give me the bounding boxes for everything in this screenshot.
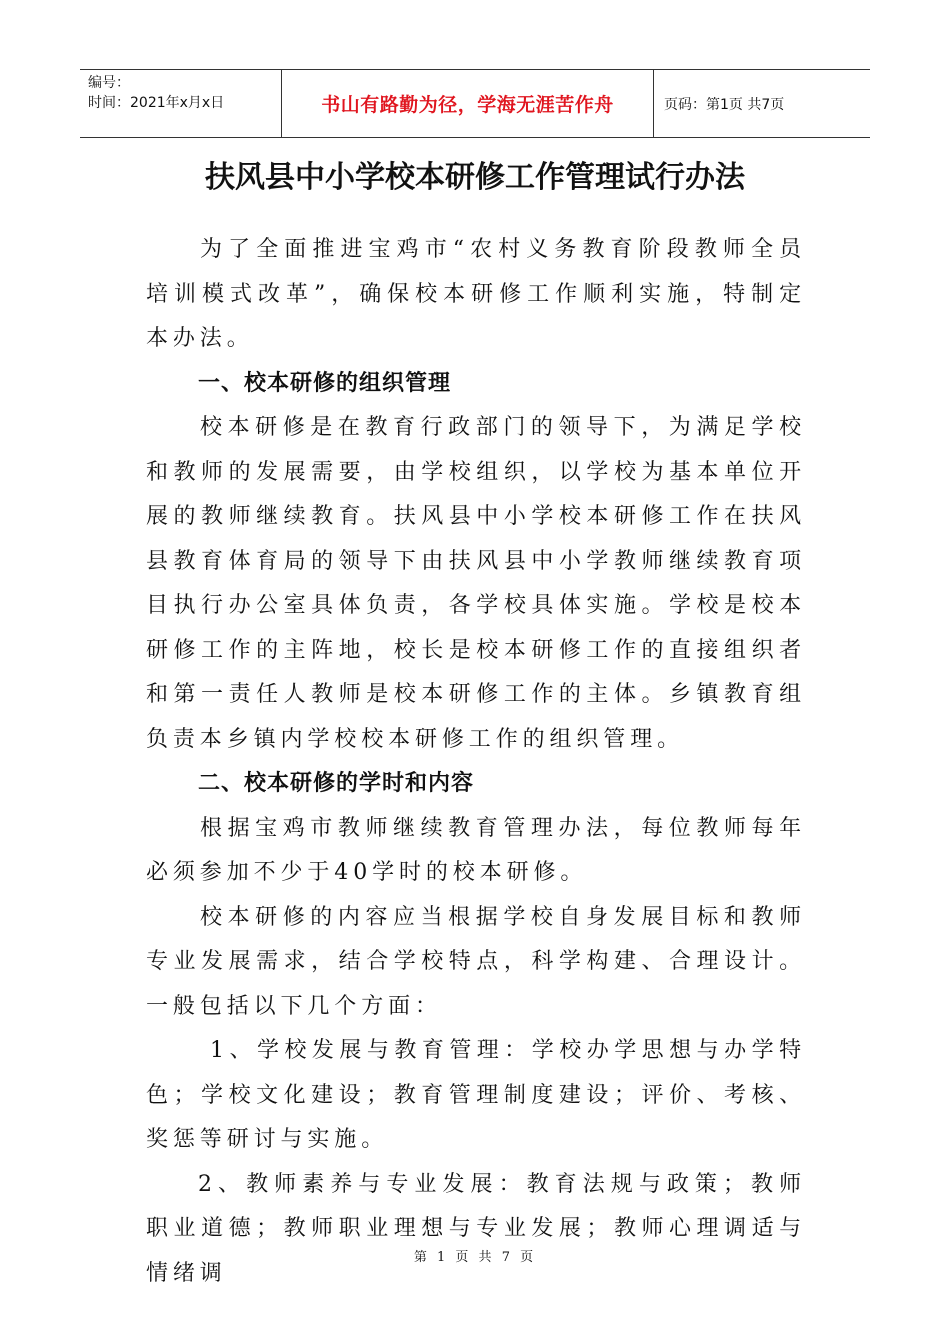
body-paragraph: 校本研修的内容应当根据学校自身发展目标和教师专业发展需求，结合学校特点，科学构建、合理设计。一般包括以下几个方面： (146, 904, 806, 1019)
header-meta (80, 70, 282, 137)
intro-paragraph: 为了全面推进宝鸡市“农村义务教育阶段教师全员培训模式改革”，确保校本研修工作顺利实施，特制定本办法。 (146, 237, 806, 351)
list-item-2: 2、教师素养与专业发展：教育法规与政策；教师职业道德；教师职业理想与专业发展；教师心理调适与情绪调 (146, 1171, 806, 1286)
section-heading-1: 一、校本研修的组织管理 (198, 370, 452, 396)
document-header (80, 69, 870, 138)
body-paragraph: 根据宝鸡市教师继续教育管理办法，每位教师每年必须参加不少于40学时的校本研修。 (146, 815, 806, 885)
document-time-label: 时间：2021年x月x日 (88, 95, 225, 111)
document-body (146, 228, 806, 1296)
section-heading-2: 二、校本研修的学时和内容 (198, 771, 475, 796)
header-motto: 书山有路勤为径，学海无涯苦作舟 (282, 70, 654, 137)
body-paragraph: 校本研修是在教育行政部门的领导下，为满足学校和教师的发展需要，由学校组织，以学校为基本单位开展的教师继续教育。扶风县中小学校本研修工作在扶风县教育体育局的领导下由扶风县中小学教师继续教育项目执行办公室具体负责，各学校具体实施。学校是校本研修工作的主阵地，校长是校本研修工作的直接组织者和第一责任人教师是校本研修工作的主体。乡镇教育组负责本乡镇内学校校本研修工作的组织管理。 (146, 415, 806, 752)
document-number-label: 编号： (88, 75, 130, 91)
list-item-1: 1、学校发展与教育管理：学校办学思想与办学特色；学校文化建设；教育管理制度建设；评价、考核、奖惩等研讨与实施。 (146, 1038, 806, 1152)
document-title: 扶风县中小学校本研修工作管理试行办法 (205, 160, 745, 195)
header-page-info: 页码：第1页 共7页 (664, 96, 785, 113)
page-footer: 第 1 页 共 7 页 (413, 1250, 537, 1265)
